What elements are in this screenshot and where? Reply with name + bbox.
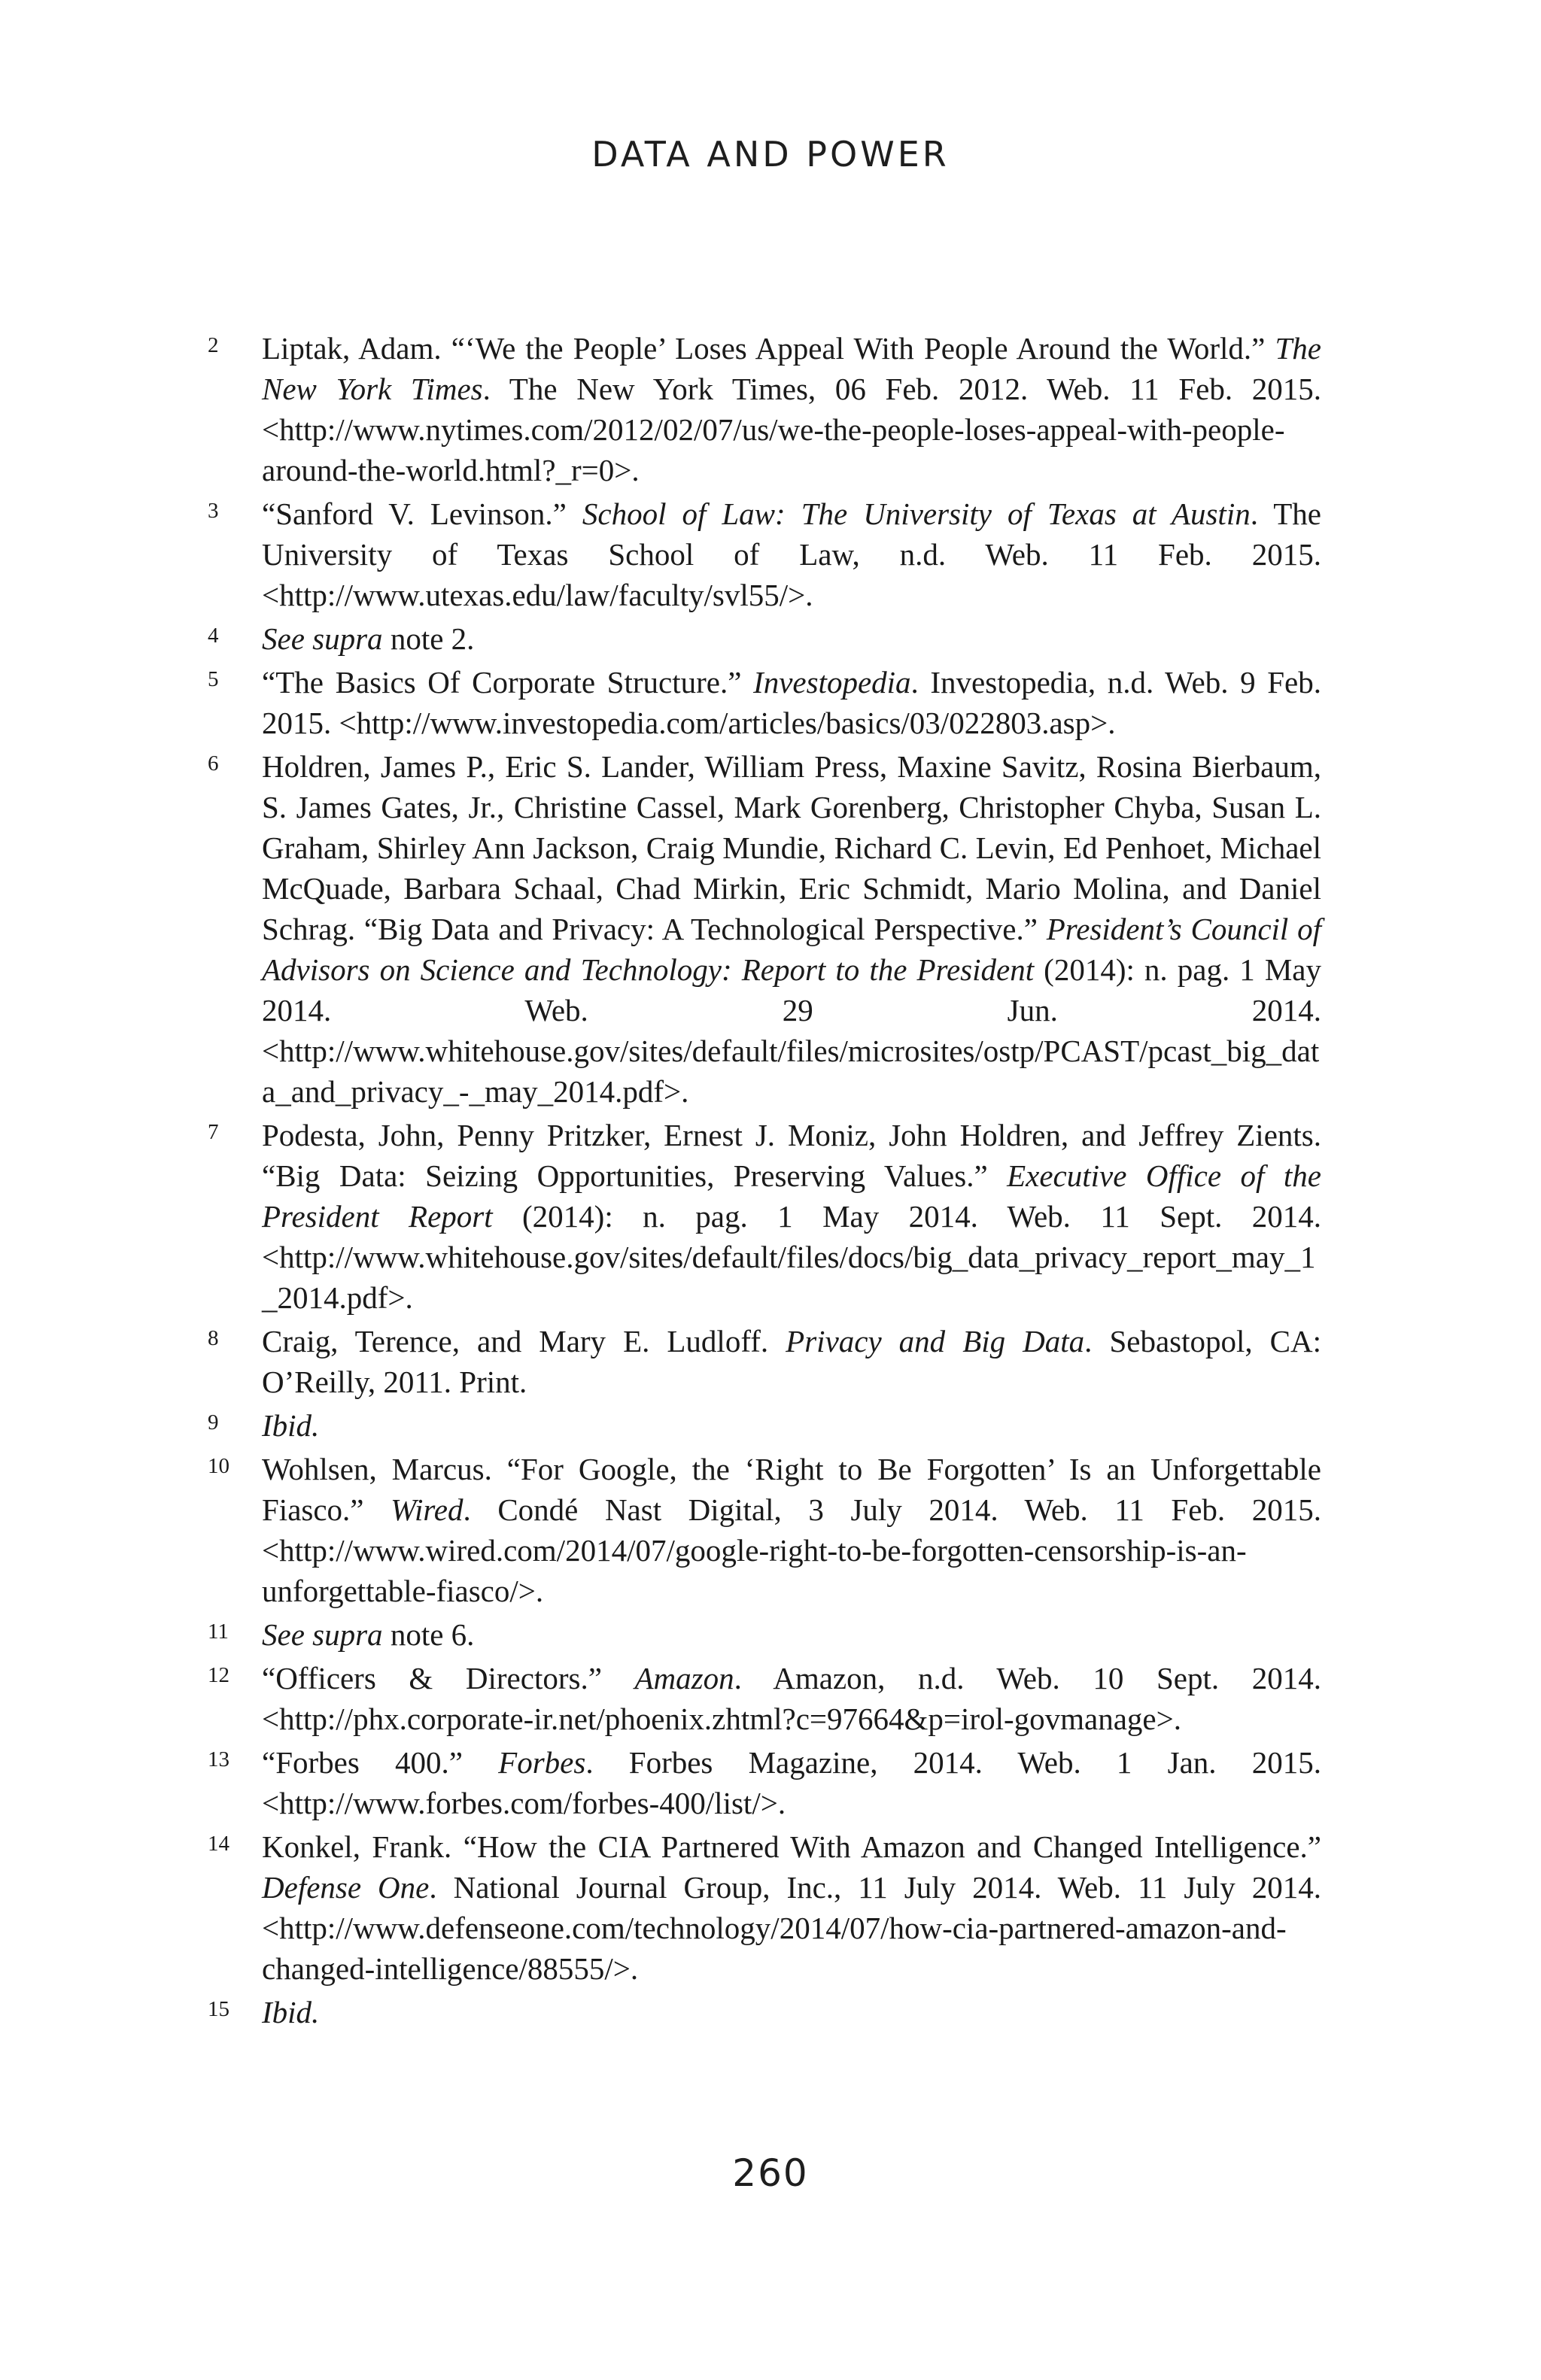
endnote-text-segment: . Amazon, n.d. Web. 10 Sept. 2014. <http://phx.corporate-ir.net/phoenix.zhtml?c=97664&p=irol-govmanage>. <box>262 1661 1321 1736</box>
endnote-9 <box>202 1405 1321 1446</box>
endnote-text-segment: . Condé Nast Digital, 3 July 2014. Web. 11 Feb. 2015. <http://www.wired.com/2014/07/google-right-to-be-forgotten-censorship-is-an-unforgettable-fiasco/>. <box>262 1492 1322 1608</box>
endnote-text-segment: (2014): n. pag. 1 May 2014. Web. 29 Jun. 2014. <http://www.whitehouse.gov/sites/default/files/microsites/ostp/PCAST/pcast_big_data_and_privacy_-_may_2014.pdf>. <box>262 952 1321 1109</box>
endnote-11 <box>202 1614 1321 1655</box>
endnote-number: 9 <box>208 1410 219 1434</box>
endnote-italic-title: Amazon <box>634 1661 734 1695</box>
endnote-italic-title: Ibid. <box>262 1995 320 2029</box>
endnote-text-segment: “Forbes 400.” <box>262 1745 499 1780</box>
endnote-number: 14 <box>208 1832 229 1856</box>
endnote-text <box>262 1405 1321 1446</box>
endnote-text-segment: note 2. <box>382 621 475 656</box>
endnote-italic-title: Defense One <box>262 1870 430 1905</box>
endnote-text <box>262 618 1321 659</box>
endnote-7 <box>202 1115 1321 1318</box>
endnote-13 <box>202 1742 1321 1823</box>
endnote-text <box>262 1449 1321 1611</box>
endnote-number: 2 <box>208 333 219 357</box>
endnote-text <box>262 1992 1321 2032</box>
endnote-12 <box>202 1658 1321 1739</box>
endnote-text <box>262 1115 1321 1318</box>
endnote-number: 6 <box>208 751 219 776</box>
endnote-text <box>262 1614 1321 1655</box>
endnote-italic-title: Forbes <box>498 1745 586 1780</box>
endnote-text-segment: Liptak, Adam. “‘We the People’ Loses Appeal With People Around the World.” <box>262 331 1275 366</box>
endnote-text-segment: . National Journal Group, Inc., 11 July 2014. Web. 11 July 2014. <http://www.defenseone.com/technology/2014/07/how-cia-partnered-amazon-and-changed-intelligence/88555/>. <box>262 1870 1322 1986</box>
endnote-number: 4 <box>208 624 219 648</box>
endnote-number: 11 <box>208 1620 229 1644</box>
endnote-number: 7 <box>208 1120 219 1144</box>
endnote-number: 15 <box>208 1997 229 2021</box>
endnote-text-segment: “Sanford V. Levinson.” <box>262 496 582 531</box>
endnote-text-segment: Craig, Terence, and Mary E. Ludloff. <box>262 1324 786 1358</box>
endnote-text-segment: Konkel, Frank. “How the CIA Partnered With Amazon and Changed Intelligence.” <box>262 1829 1321 1864</box>
endnote-number: 12 <box>208 1663 229 1687</box>
endnote-italic-title: Ibid. <box>262 1408 320 1443</box>
endnote-text <box>262 662 1321 743</box>
endnote-6 <box>202 746 1321 1112</box>
endnote-text-segment: Wohlsen, Marcus. “For Google, the ‘Right to Be Forgotten’ Is an Unforgettable Fiasco.” <box>262 1452 1321 1527</box>
endnote-number: 3 <box>208 499 219 523</box>
endnote-2 <box>202 328 1321 490</box>
endnote-italic-title: Executive Office of the President Report <box>262 1158 1321 1234</box>
endnote-italic-title: Wired <box>391 1492 464 1527</box>
endnote-text <box>262 493 1321 615</box>
endnote-text-segment: note 6. <box>382 1617 475 1652</box>
endnote-text <box>262 746 1321 1112</box>
endnote-italic-title: President’s Council of Advisors on Science and Technology: Report to the President <box>262 912 1322 987</box>
endnote-text-segment: “The Basics Of Corporate Structure.” <box>262 665 754 700</box>
endnote-text-segment: . Forbes Magazine, 2014. Web. 1 Jan. 2015. <http://www.forbes.com/forbes-400/list/>. <box>262 1745 1321 1820</box>
endnote-text <box>262 1658 1321 1739</box>
endnote-text-segment: . The New York Times, 06 Feb. 2012. Web. 11 Feb. 2015. <http://www.nytimes.com/2012/02/07/us/we-the-people-loses-appeal-with-people-around-the-world.html?_r=0>. <box>262 372 1321 487</box>
endnotes-list <box>202 328 1321 2035</box>
running-head: DATA AND POWER <box>591 134 950 175</box>
endnote-number: 13 <box>208 1747 229 1771</box>
endnote-text-segment: “Officers & Directors.” <box>262 1661 635 1695</box>
endnote-14 <box>202 1826 1321 1989</box>
endnote-text-segment: Podesta, John, Penny Pritzker, Ernest J. Moniz, John Holdren, and Jeffrey Zients. “Big Data: Seizing Opportunities, Preserving Values.” <box>262 1118 1321 1193</box>
page-number: 260 <box>732 2151 809 2195</box>
endnote-italic-title: Investopedia <box>753 665 911 700</box>
endnote-text <box>262 1826 1321 1989</box>
endnote-text <box>262 328 1321 490</box>
endnote-italic-title: The New York Times <box>262 331 1321 406</box>
endnote-italic-title: See supra <box>262 621 383 656</box>
endnote-italic-title: Privacy and Big Data <box>786 1324 1085 1358</box>
endnote-number: 10 <box>208 1454 229 1478</box>
endnote-text-segment: . Sebastopol, CA: O’Reilly, 2011. Print. <box>262 1324 1321 1399</box>
endnote-10 <box>202 1449 1321 1611</box>
endnote-number: 5 <box>208 667 219 691</box>
endnote-text-segment: Holdren, James P., Eric S. Lander, William Press, Maxine Savitz, Rosina Bierbaum, S. James Gates, Jr., Christine Cassel, Mark Gorenberg, Christopher Chyba, Susan L. Graham, Shirley Ann Jackson, Craig Mundie, Richard C. Levin, Ed Penhoet, Michael McQuade, Barbara Schaal, Chad Mirkin, Eric Schmidt, Mario Molina, and Daniel Schrag. “Big Data and Privacy: A Technological Perspective.” <box>262 749 1321 946</box>
endnote-text <box>262 1742 1321 1823</box>
endnote-15 <box>202 1992 1321 2032</box>
endnote-italic-title: See supra <box>262 1617 383 1652</box>
endnote-4 <box>202 618 1321 659</box>
endnote-8 <box>202 1321 1321 1402</box>
endnote-text-segment: . Investopedia, n.d. Web. 9 Feb. 2015. <http://www.investopedia.com/articles/basics/03/022803.asp>. <box>262 665 1322 740</box>
endnote-text-segment: . The University of Texas School of Law, n.d. Web. 11 Feb. 2015. <http://www.utexas.edu/law/faculty/svl55/>. <box>262 496 1321 612</box>
endnote-5 <box>202 662 1321 743</box>
endnote-text-segment: (2014): n. pag. 1 May 2014. Web. 11 Sept. 2014. <http://www.whitehouse.gov/sites/default/files/docs/big_data_privacy_report_may_1_2014.pdf>. <box>262 1199 1322 1315</box>
endnote-3 <box>202 493 1321 615</box>
endnote-number: 8 <box>208 1326 219 1350</box>
endnote-text <box>262 1321 1321 1402</box>
endnote-italic-title: School of Law: The University of Texas at Austin <box>582 496 1251 531</box>
